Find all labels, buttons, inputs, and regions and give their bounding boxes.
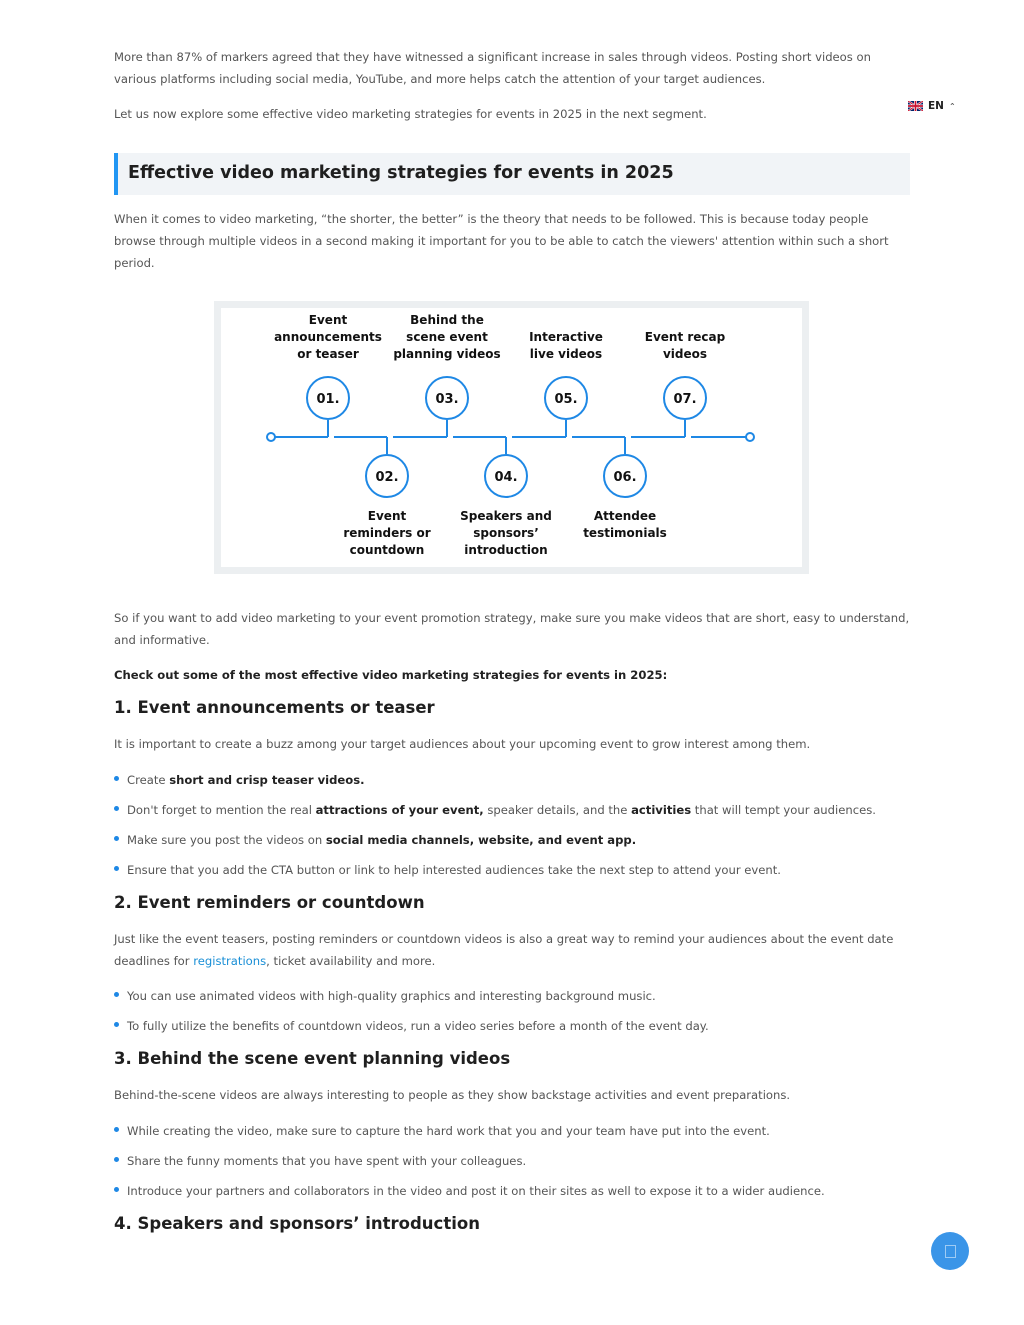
s3-text: Behind-the-scene videos are always interesting to people as they show backstage activities and event preparations.: [114, 1088, 791, 1102]
s1-text: It is important to create a buzz among your target audiences about your upcoming event to grow interest among them.: [114, 737, 811, 751]
step-label: sponsors’: [473, 526, 539, 540]
step-label: Attendee: [593, 509, 657, 523]
list-item: To fully utilize the benefits of countdown videos, run a video series before a month of the event day.: [114, 1017, 709, 1035]
heading-event-announcements: 1. Event announcements or teaser: [114, 698, 435, 717]
section-text: When it comes to video marketing, “the shorter, the better” is the theory that needs to be followed. This is because today people browse through multiple videos in a second making it important for you to be able to catch the viewers' attention within such a short period.: [114, 212, 889, 270]
heading-speakers-sponsors: 4. Speakers and sponsors’ introduction: [114, 1214, 480, 1233]
timeline-start-node: [267, 433, 275, 441]
heading-behind-the-scene: 3. Behind the scene event planning videos: [114, 1049, 511, 1068]
registrations-link[interactable]: registrations: [193, 954, 267, 968]
intro-paragraph-2: [114, 103, 910, 125]
checkout-paragraph: [114, 664, 910, 686]
bullet-dot-icon: [114, 806, 119, 811]
step-label: Interactive: [529, 330, 603, 344]
step-number: 05.: [554, 392, 578, 407]
list-item: Ensure that you add the CTA button or link to help interested audiences take the next step to attend your event.: [114, 861, 781, 879]
step-label: Behind the: [410, 313, 484, 327]
chevron-up-icon: ⌃: [948, 101, 956, 111]
list-item: Share the funny moments that you have spent with your colleagues.: [114, 1152, 526, 1170]
list-item: You can use animated videos with high-quality graphics and interesting background music.: [114, 987, 656, 1005]
step-label: Event: [308, 313, 348, 327]
step-label: testimonials: [583, 526, 667, 540]
list-item: Make sure you post the videos on social media channels, website, and event app.: [114, 831, 636, 849]
checkout-text: Check out some of the most effective video marketing strategies for events in 2025:: [114, 668, 668, 682]
step-label: countdown: [349, 543, 425, 557]
list-item: Create short and crisp teaser videos.: [114, 771, 365, 789]
timeline-diagram: [221, 308, 802, 567]
step-label: Event recap: [644, 330, 726, 344]
bullet-dot-icon: [114, 866, 119, 871]
list-item: While creating the video, make sure to capture the hard work that you and your team have put into the event.: [114, 1122, 770, 1140]
step-label: live videos: [529, 347, 603, 361]
intro-text-1: More than 87% of markers agreed that they have witnessed a significant increase in sales through videos. Posting short videos on various platforms including social media, YouTube, and more helps catch the attention of your target audiences.: [114, 50, 871, 86]
promotion-text: So if you want to add video marketing to your event promotion strategy, make sure you make videos that are short, easy to understand, and informative.: [114, 611, 910, 647]
step-label: reminders or: [343, 526, 431, 540]
infographic-frame: [214, 301, 809, 574]
language-switcher[interactable]: [908, 100, 956, 112]
section-paragraph: [114, 208, 910, 274]
bullet-dot-icon: [114, 1022, 119, 1027]
heading-event-reminders: 2. Event reminders or countdown: [114, 893, 425, 912]
step-label: or teaser: [297, 347, 359, 361]
section-heading-box: [114, 153, 910, 195]
intro-paragraph-1: [114, 46, 910, 90]
s1-paragraph: [114, 733, 910, 755]
step-number: 04.: [494, 470, 518, 485]
language-code: EN: [928, 100, 944, 112]
step-label: scene event: [406, 330, 488, 344]
bullet-dot-icon: [114, 1127, 119, 1132]
step-label: planning videos: [393, 347, 501, 361]
list-item: Don't forget to mention the real attractions of your event, speaker details, and the activities that will tempt your audiences.: [114, 801, 876, 819]
bullet-dot-icon: [114, 992, 119, 997]
bullet-dot-icon: [114, 836, 119, 841]
chat-icon: [945, 1245, 956, 1258]
infographic: [221, 308, 802, 567]
uk-flag-icon: [908, 101, 923, 111]
step-number: 01.: [316, 392, 340, 407]
section-title: Effective video marketing strategies for events in 2025: [128, 163, 674, 183]
step-number: 06.: [613, 470, 637, 485]
list-item: Introduce your partners and collaborators in the video and post it on their sites as well to expose it to a wider audience.: [114, 1182, 825, 1200]
step-label: Speakers and: [460, 509, 552, 523]
step-label: introduction: [464, 543, 548, 557]
step-number: 03.: [435, 392, 459, 407]
chat-button[interactable]: [931, 1232, 969, 1270]
step-label: announcements: [274, 330, 382, 344]
intro-text-2: Let us now explore some effective video marketing strategies for events in 2025 in the next segment.: [114, 107, 707, 121]
s2-paragraph: Just like the event teasers, posting reminders or countdown videos is also a great way to remind your audiences about the event date deadlines for registrations, ticket availability and more.: [114, 932, 894, 968]
step-label: videos: [662, 347, 708, 361]
step-number: 02.: [375, 470, 399, 485]
step-label: Event: [367, 509, 407, 523]
bullet-dot-icon: [114, 1187, 119, 1192]
promotion-paragraph: [114, 607, 910, 651]
timeline-end-node: [746, 433, 754, 441]
bullet-dot-icon: [114, 776, 119, 781]
bullet-dot-icon: [114, 1157, 119, 1162]
s3-paragraph: [114, 1084, 910, 1106]
step-number: 07.: [673, 392, 697, 407]
